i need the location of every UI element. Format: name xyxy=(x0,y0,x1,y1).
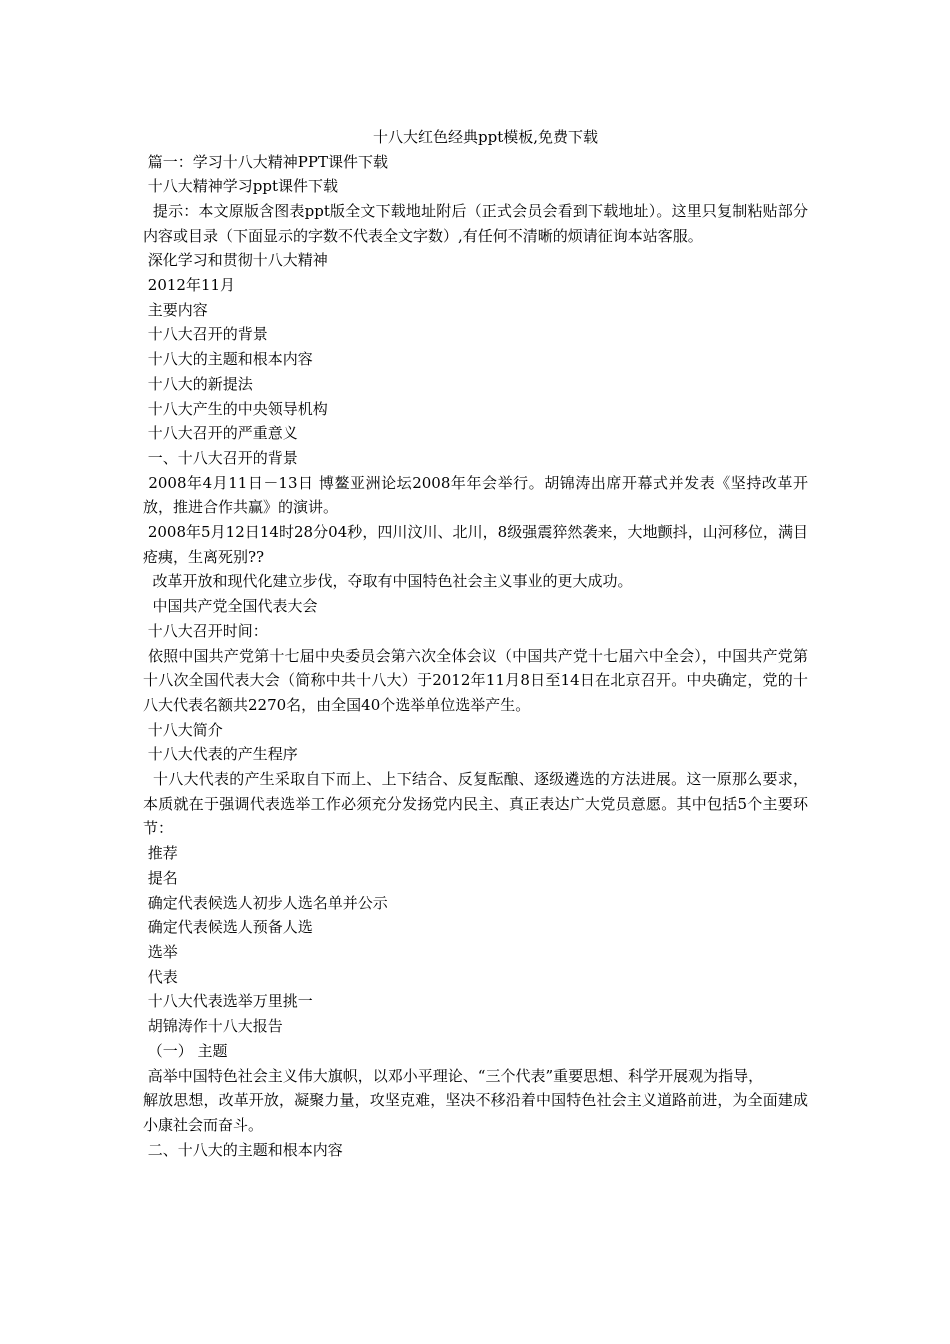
paragraph: 2012年11月 xyxy=(143,276,236,295)
paragraph: 二、十八大的主题和根本内容 xyxy=(143,1140,343,1159)
paragraph: 2008年5月12日14时28分04秒，四川汶川、北川，8级强震猝然袭来，大地颤抖，山河移位，满目疮痍，生离死别?? xyxy=(143,523,808,566)
document-page xyxy=(143,125,808,1162)
paragraph: 十八大代表的产生采取自下而上、上下结合、反复酝酿、逐级遴选的方法进展。这一原那么要求，本质就在于强调代表选举工作必须充分发扬党内民主、真正表达广大党员意愿。其中包括5个主要环节： xyxy=(143,770,808,838)
paragraph: 提名 xyxy=(143,868,178,887)
paragraph: 解放思想，改革开放，凝聚力量，攻坚克难，坚决不移沿着中国特色社会主义道路前进，为全面建成小康社会而奋斗。 xyxy=(143,1091,808,1134)
paragraph: 胡锦涛作十八大报告 xyxy=(143,1017,283,1036)
paragraph: 确定代表候选人初步人选名单并公示 xyxy=(143,893,388,912)
paragraph: 十八大召开的严重意义 xyxy=(143,424,298,443)
document-body xyxy=(143,150,808,1163)
paragraph: 十八大召开时间： xyxy=(143,621,268,640)
paragraph: 十八大召开的背景 xyxy=(143,325,268,344)
paragraph: 十八大的新提法 xyxy=(143,374,253,393)
paragraph: 十八大精神学习ppt课件下载 xyxy=(143,177,339,196)
paragraph: 改革开放和现代化建立步伐，夺取有中国特色社会主义事业的更大成功。 xyxy=(143,572,633,591)
paragraph: 确定代表候选人预备人选 xyxy=(143,918,313,937)
paragraph: 十八大的主题和根本内容 xyxy=(143,350,313,369)
paragraph: 深化学习和贯彻十八大精神 xyxy=(143,251,328,270)
paragraph: 选举 xyxy=(143,943,178,961)
paragraph: 推荐 xyxy=(143,844,178,863)
paragraph: 十八大代表的产生程序 xyxy=(143,745,298,764)
paragraph: （一） 主题 xyxy=(143,1041,228,1060)
paragraph: 主要内容 xyxy=(143,300,208,319)
paragraph: 十八大简介 xyxy=(143,720,223,739)
paragraph: 高举中国特色社会主义伟大旗帜，以邓小平理论、“三个代表”重要思想、科学开展观为指导， xyxy=(143,1066,764,1085)
paragraph: 代表 xyxy=(143,967,178,986)
paragraph: 篇一：学习十八大精神PPT课件下载 xyxy=(143,152,388,171)
paragraph: 提示：本文原版含图表ppt版全文下载地址附后（正式会员会看到下载地址）。这里只复制粘贴部分内容或目录（下面显示的字数不代表全文字数）,有任何不清晰的烦请征询本站客服。 xyxy=(143,201,808,245)
paragraph: 2008年4月11日－13日 博鳌亚洲论坛2008年年会举行。胡锦涛出席开幕式并发表《坚持改革开放，推进合作共赢》的演讲。 xyxy=(143,473,808,517)
paragraph: 十八大产生的中央领导机构 xyxy=(143,399,328,418)
paragraph: 一、十八大召开的背景 xyxy=(143,448,298,467)
paragraph: 依照中国共产党第十七届中央委员会第六次全体会议（中国共产党十七届六中全会），中国共产党第十八次全国代表大会（简称中共十八大）于2012年11月8日至14日在北京召开。中央确定，党的十八大代表名额共2270名，由全国40个选举单位选举产生。 xyxy=(143,646,808,714)
paragraph: 中国共产党全国代表大会 xyxy=(143,597,318,616)
paragraph: 十八大代表选举万里挑一 xyxy=(143,992,313,1011)
document-title: 十八大红色经典ppt模板,免费下载 xyxy=(372,128,598,146)
